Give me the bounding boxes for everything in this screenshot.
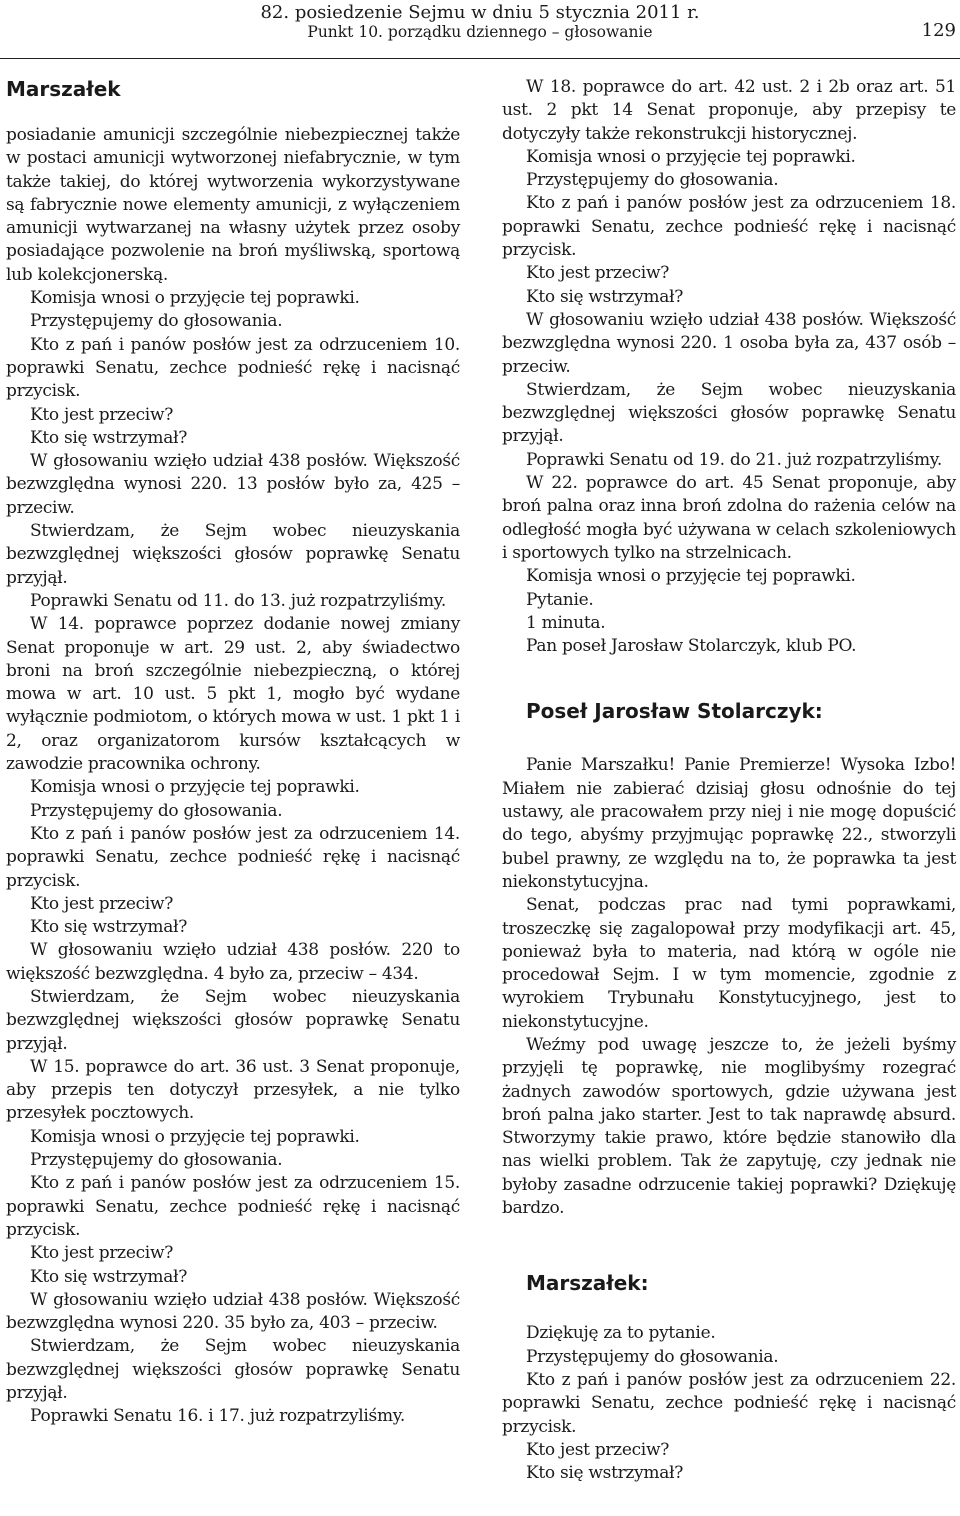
paragraph: Poprawki Senatu od 19. do 21. już rozpatrzyliśmy.: [526, 449, 942, 470]
paragraph: 1 minuta.: [526, 612, 606, 633]
paragraph: Komisja wnosi o przyjęcie tej poprawki.: [526, 146, 856, 167]
right-column: [502, 76, 956, 1485]
speaker-heading: Marszałek:: [526, 1271, 649, 1296]
paragraph: Przystępujemy do głosowania.: [30, 1150, 283, 1171]
paragraph: W głosowaniu wzięło udział 438 posłów. 220 to większość bezwzględna. 4 było za, przeciw – 434.: [6, 940, 460, 984]
paragraph: Komisja wnosi o przyjęcie tej poprawki.: [30, 1126, 360, 1147]
paragraph: Kto z pań i panów posłów jest za odrzuceniem 14. poprawki Senatu, zechce podnieść rękę i nacisnąć przycisk.: [6, 823, 460, 891]
paragraph: Kto jest przeciw?: [30, 893, 174, 914]
paragraph: Komisja wnosi o przyjęcie tej poprawki.: [526, 566, 856, 587]
paragraph: W 22. poprawce do art. 45 Senat proponuje, aby broń palna oraz inna broń zdolna do rażenia celów na odległość mogła być używana w celach szkoleniowych i sportowych tylko na strzelnicach.: [502, 473, 956, 563]
paragraph: Komisja wnosi o przyjęcie tej poprawki.: [30, 288, 360, 309]
paragraph: Weźmy pod uwagę jeszcze to, że jeżeli byśmy przyjęli tę poprawkę, nie moglibyśmy rozegrać żadnych zawodów sportowych, gdzie używana jest broń palna jako starter. Jest to tak naprawdę absurd. Stworzymy takie prawo, które będzie stanowiło dla nas wielki problem. Tak że zapytuję, czy jednak nie byłoby zasadne odrzucenie takiej poprawki? Dziękuję bardzo.: [502, 1034, 956, 1219]
paragraph: Kto z pań i panów posłów jest za odrzuceniem 18. poprawki Senatu, zechce podnieść rękę i nacisnąć przycisk.: [502, 193, 956, 261]
paragraph: Przystępujemy do głosowania.: [30, 800, 283, 821]
page-header: [0, 0, 960, 60]
paragraph: Kto jest przeciw?: [526, 1439, 670, 1460]
speaker-heading: Poseł Jarosław Stolarczyk:: [526, 699, 823, 724]
paragraph: Przystępujemy do głosowania.: [526, 170, 779, 191]
left-column: [6, 76, 460, 1429]
paragraph: Stwierdzam, że Sejm wobec nieuzyskania bezwzględnej większości głosów poprawkę Senatu przyjął.: [502, 379, 956, 447]
paragraph: Przystępujemy do głosowania.: [526, 1346, 779, 1367]
paragraph: Kto się wstrzymał?: [30, 917, 188, 938]
paragraph: Dziękuję za to pytanie.: [526, 1323, 716, 1344]
paragraph: Stwierdzam, że Sejm wobec nieuzyskania bezwzględnej większości głosów poprawkę Senatu przyjął.: [6, 986, 460, 1054]
speaker-heading: Marszałek: [6, 77, 121, 101]
paragraph: Kto się wstrzymał?: [526, 286, 684, 307]
paragraph: Kto jest przeciw?: [30, 404, 174, 425]
header-rule: [0, 58, 960, 59]
paragraph: Poprawki Senatu 16. i 17. już rozpatrzyliśmy.: [30, 1406, 405, 1427]
paragraph: Panie Marszałku! Panie Premierze! Wysoka Izbo! Miałem nie zabierać dzisiaj głosu odnośnie do tej ustawy, ale pracowałem przy niej i nie mogę dopuścić do tego, abyśmy przyjmując poprawkę 22., stworzyli bubel prawny, ze względu na to, że poprawka ta jest niekonstytucyjna.: [502, 755, 956, 892]
paragraph: Komisja wnosi o przyjęcie tej poprawki.: [30, 777, 360, 798]
paragraph: W głosowaniu wzięło udział 438 posłów. Większość bezwzględna wynosi 220. 1 osoba była za, 437 osób – przeciw.: [502, 309, 956, 377]
paragraph: Kto z pań i panów posłów jest za odrzuceniem 10. poprawki Senatu, zechce podnieść rękę i nacisnąć przycisk.: [6, 334, 460, 402]
page-number: 129: [921, 20, 956, 41]
paragraph: Stwierdzam, że Sejm wobec nieuzyskania bezwzględnej większości głosów poprawkę Senatu przyjął.: [6, 521, 460, 588]
paragraph: W głosowaniu wzięło udział 438 posłów. Większość bezwzględna wynosi 220. 13 posłów było za, 425 – przeciw.: [6, 451, 460, 518]
paragraph: Kto się wstrzymał?: [526, 1463, 684, 1484]
paragraph: Pan poseł Jarosław Stolarczyk, klub PO.: [526, 636, 857, 657]
paragraph: Kto jest przeciw?: [526, 263, 670, 284]
paragraph: Kto z pań i panów posłów jest za odrzuceniem 22. poprawki Senatu, zechce podnieść rękę i nacisnąć przycisk.: [502, 1369, 956, 1437]
paragraph: Pytanie.: [526, 589, 594, 610]
paragraph: Kto jest przeciw?: [30, 1243, 174, 1264]
paragraph: Kto się wstrzymał?: [30, 427, 188, 448]
paragraph: posiadanie amunicji szczególnie niebezpiecznej także w postaci amunicji wytworzonej niefabrycznie, w tym także takiej, do której wytworzenia wykorzystywane są fabrycznie nowe elementy amunicji, z wyłączeniem amunicji wytwarzanej na własny użytek przez osoby posiadające pozwolenie na broń myśliwską, sportową lub kolekcjonerską.: [6, 125, 460, 285]
paragraph: Stwierdzam, że Sejm wobec nieuzyskania bezwzględnej większości głosów poprawkę Senatu przyjął.: [6, 1336, 460, 1404]
agenda-item: Punkt 10. porządku dziennego – głosowanie: [307, 23, 653, 41]
paragraph: Poprawki Senatu od 11. do 13. już rozpatrzyliśmy.: [30, 590, 446, 611]
paragraph: Senat, podczas prac nad tymi poprawkami, troszeczkę się zagalopował przy modyfikacji art. 45, ponieważ była to materia, nad którą w ogóle nie procedował Sejm. I w tym momencie, zgodnie z wyrokiem Trybunału Konstytucyjnego, jest to niekonstytucyjne.: [502, 895, 956, 1032]
paragraph: Kto się wstrzymał?: [30, 1266, 188, 1287]
paragraph: Kto z pań i panów posłów jest za odrzuceniem 15. poprawki Senatu, zechce podnieść rękę i nacisnąć przycisk.: [6, 1173, 460, 1240]
paragraph: W 15. poprawce do art. 36 ust. 3 Senat proponuje, aby przepis ten dotyczył przesyłek, a nie tylko przesyłek pocztowych.: [6, 1056, 460, 1124]
paragraph: W 14. poprawce poprzez dodanie nowej zmiany Senat proponuje w art. 29 ust. 2, aby świadectwo broni na broń szczególnie niebezpieczną, o której mowa w art. 10 ust. 5 pkt 1, mogło być wydane wyłącznie podmiotom, o których mowa w ust. 1 pkt 1 i 2, oraz organizatorom kursów kształcących w zawodzie pracownika ochrony.: [6, 614, 460, 775]
sitting-title: 82. posiedzenie Sejmu w dniu 5 stycznia 2011 r.: [260, 2, 700, 23]
paragraph: W głosowaniu wzięło udział 438 posłów. Większość bezwzględna wynosi 220. 35 było za, 403 – przeciw.: [6, 1289, 460, 1334]
paragraph: W 18. poprawce do art. 42 ust. 2 i 2b oraz art. 51 ust. 2 pkt 14 Senat proponuje, aby przepisy te dotyczyły także rekonstrukcji historycznej.: [502, 77, 956, 144]
paragraph: Przystępujemy do głosowania.: [30, 311, 283, 332]
